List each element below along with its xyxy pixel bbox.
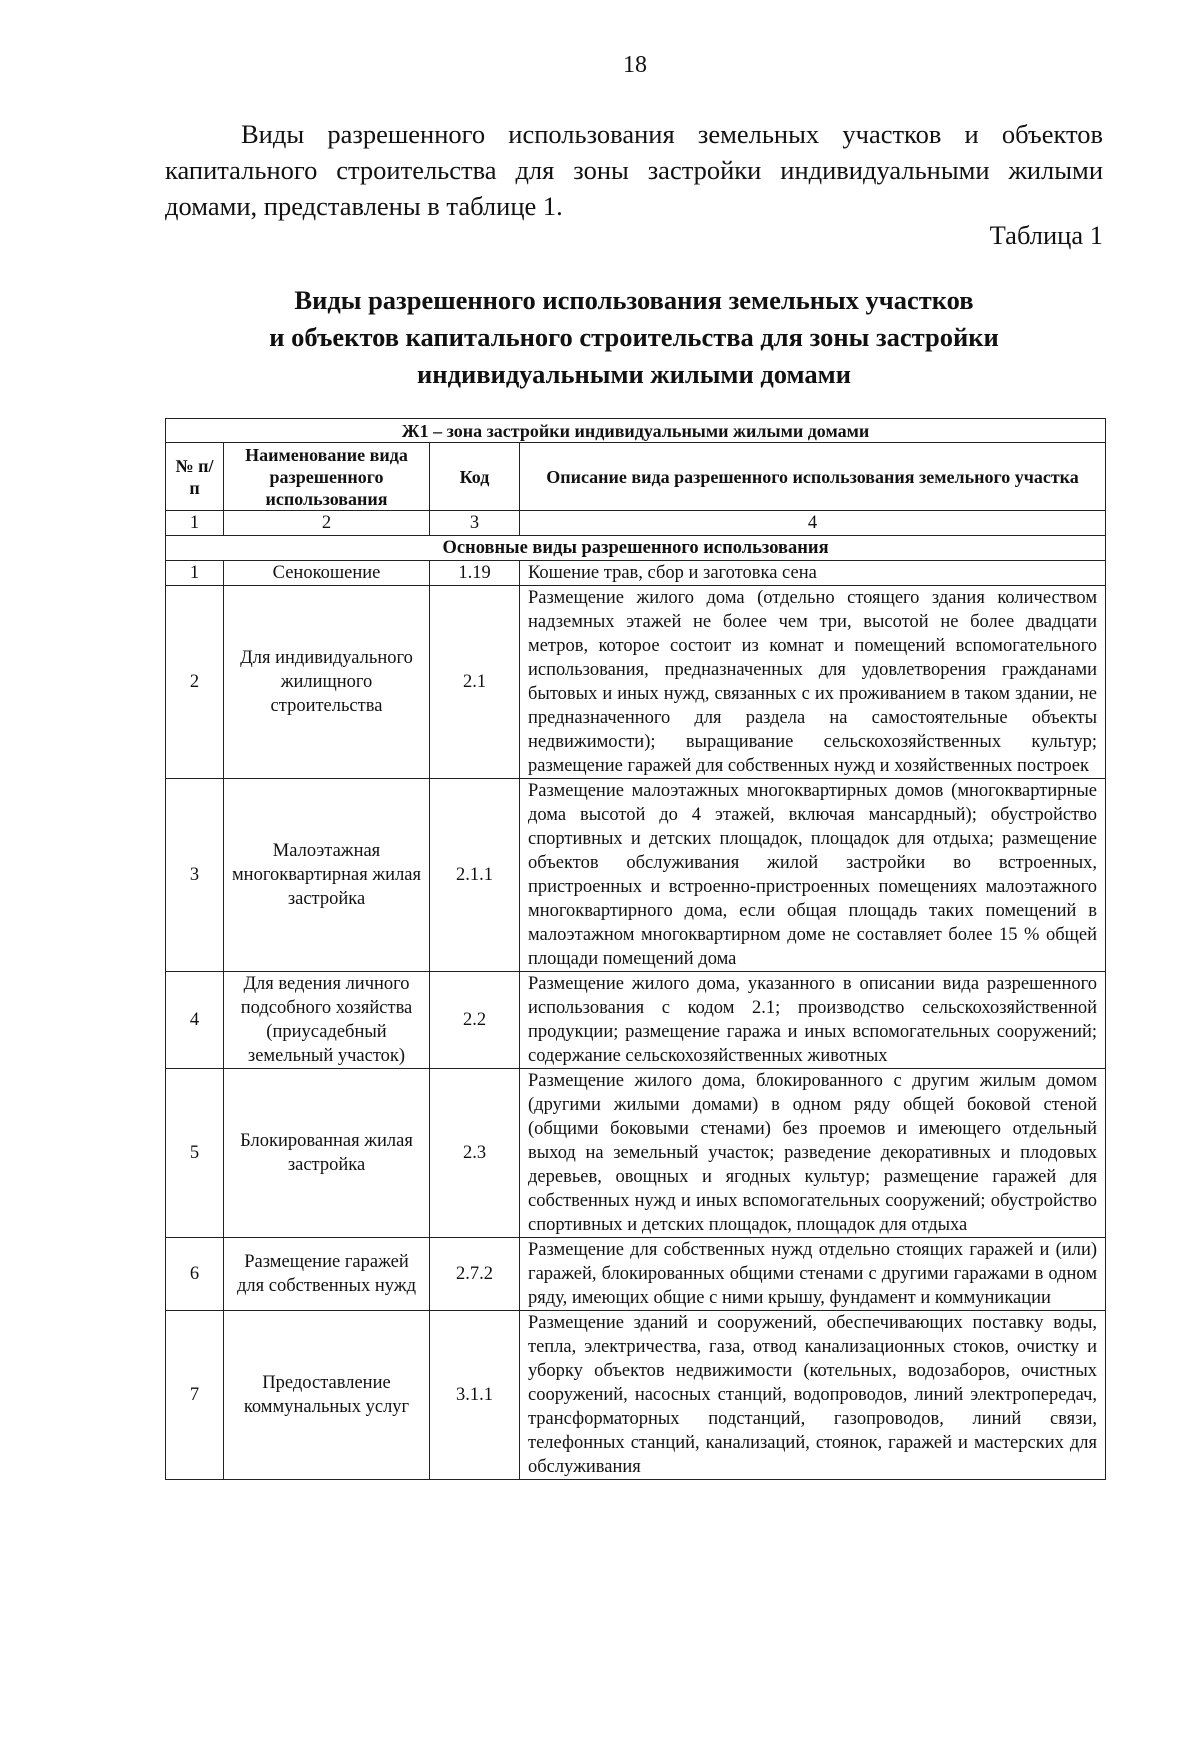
row-description: Размещение жилого дома, блокированного с другим жилым домом (другими жилыми домами) в одном ряду общей боковой стеной (общими боковыми стенами) без проемов и имеющего отдельный выход на земельный участок; разведение декоративных и плодовых деревьев, овощных и ягодных культур; размещение гаражей для собственных нужд и иных вспомогательных сооружений; обустройство спортивных и детских площадок, площадок для отдыха xyxy=(520,1069,1106,1238)
table-title-line: индивидуальными жилыми домами xyxy=(417,359,851,389)
zone-header: Ж1 – зона застройки индивидуальными жилыми домами xyxy=(166,419,1106,443)
column-header-description: Описание вида разрешенного использования земельного участка xyxy=(520,443,1106,511)
column-header-number: № п/п xyxy=(166,443,224,511)
table-row xyxy=(166,1069,1106,1238)
column-index: 1 xyxy=(166,511,224,536)
row-number: 5 xyxy=(166,1069,224,1238)
row-description: Размещение малоэтажных многоквартирных домов (многоквартирные дома высотой до 4 этажей, включая мансардный); обустройство спортивных и детских площадок, площадок для отдыха; размещение объектов обслуживания жилой застройки во встроенных, пристроенных и встроенно-пристроенных помещениях малоэтажного многоквартирного дома, если общая площадь таких помещений в малоэтажном многоквартирном доме не составляет более 15 % общей площади помещений дома xyxy=(520,779,1106,972)
row-use-name: Для индивидуального жилищного строительства xyxy=(224,586,430,779)
row-code: 3.1.1 xyxy=(430,1311,520,1480)
table-row xyxy=(166,1311,1106,1480)
row-code: 2.7.2 xyxy=(430,1238,520,1311)
row-code: 2.2 xyxy=(430,972,520,1069)
intro-paragraph: Виды разрешенного использования земельных участков и объектов капитального строительства для зоны застройки индивидуальными жилыми домами, представлены в таблице 1. xyxy=(165,119,1103,221)
table-title-line: и объектов капитального строительства для зоны застройки xyxy=(269,322,999,352)
column-index: 2 xyxy=(224,511,430,536)
row-code: 1.19 xyxy=(430,561,520,586)
row-use-name: Малоэтажная многоквартирная жилая застройка xyxy=(224,779,430,972)
row-description: Размещение зданий и сооружений, обеспечивающих поставку воды, тепла, электричества, газа, отвод канализационных стоков, очистку и уборку объектов недвижимости (котельных, водозаборов, очистных сооружений, насосных станций, водопроводов, линий электропередач, трансформаторных подстанций, газопроводов, линий связи, телефонных станций, канализаций, стоянок, гаражей и мастерских для обслуживания xyxy=(520,1311,1106,1480)
row-use-name: Предоставление коммунальных услуг xyxy=(224,1311,430,1480)
table-label: Таблица 1 xyxy=(989,220,1103,250)
section-header: Основные виды разрешенного использования xyxy=(166,536,1106,561)
row-number: 1 xyxy=(166,561,224,586)
row-number: 7 xyxy=(166,1311,224,1480)
row-code: 2.3 xyxy=(430,1069,520,1238)
page-number: 18 xyxy=(623,52,647,78)
row-number: 2 xyxy=(166,586,224,779)
row-description: Размещение жилого дома (отдельно стоящего здания количеством надземных этажей не более чем три, высотой не более двадцати метров, которое состоит из комнат и помещений вспомогательного использования, предназначенных для удовлетворения гражданами бытовых и иных нужд, связанных с их проживанием в таком здании, не предназначенного для раздела на самостоятельные объекты недвижимости); выращивание сельскохозяйственных культур; размещение гаражей для собственных нужд и хозяйственных построек xyxy=(520,586,1106,779)
table-row xyxy=(166,1238,1106,1311)
table-row xyxy=(166,972,1106,1069)
table-title xyxy=(165,282,1103,393)
row-description: Кошение трав, сбор и заготовка сена xyxy=(520,561,1106,586)
row-description: Размещение для собственных нужд отдельно стоящих гаражей и (или) гаражей, блокированных общими стенами с другими гаражами в одном ряду, имеющих общие с ними крышу, фундамент и коммуникации xyxy=(520,1238,1106,1311)
row-description: Размещение жилого дома, указанного в описании вида разрешенного использования с кодом 2.1; производство сельскохозяйственной продукции; размещение гаража и иных вспомогательных сооружений; содержание сельскохозяйственных животных xyxy=(520,972,1106,1069)
column-index: 3 xyxy=(430,511,520,536)
table-row xyxy=(166,779,1106,972)
column-header-name: Наименование вида разрешенного использования xyxy=(224,443,430,511)
table-row xyxy=(166,586,1106,779)
table-row xyxy=(166,561,1106,586)
row-number: 6 xyxy=(166,1238,224,1311)
row-number: 3 xyxy=(166,779,224,972)
table-title-line: Виды разрешенного использования земельных участков xyxy=(294,285,974,315)
row-use-name: Размещение гаражей для собственных нужд xyxy=(224,1238,430,1311)
row-code: 2.1 xyxy=(430,586,520,779)
land-use-table xyxy=(165,418,1106,1480)
row-use-name: Сенокошение xyxy=(224,561,430,586)
row-use-name: Для ведения личного подсобного хозяйства (приусадебный земельный участок) xyxy=(224,972,430,1069)
row-code: 2.1.1 xyxy=(430,779,520,972)
row-number: 4 xyxy=(166,972,224,1069)
column-index: 4 xyxy=(520,511,1106,536)
column-header-code: Код xyxy=(430,443,520,511)
row-use-name: Блокированная жилая застройка xyxy=(224,1069,430,1238)
